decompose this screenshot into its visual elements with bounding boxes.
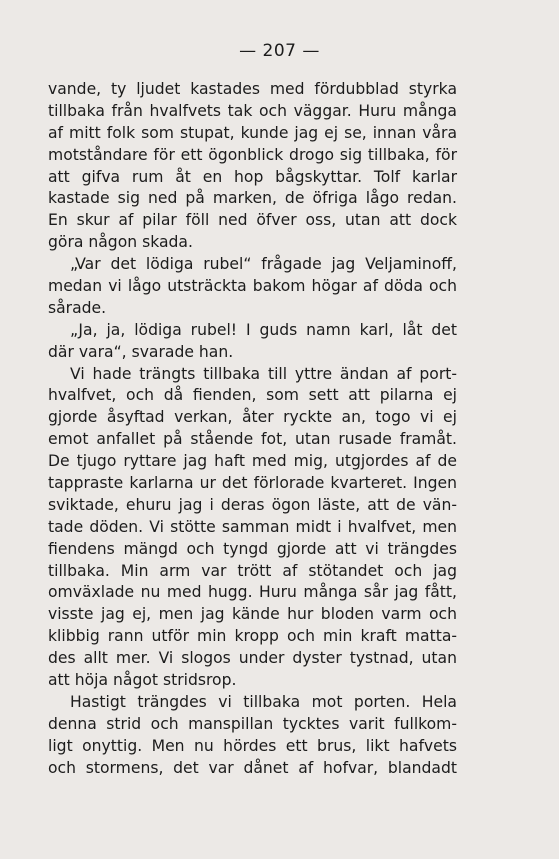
paragraph	[48, 320, 457, 364]
text-line: tade döden. Vi stötte samman midt i hvalfvet, men	[48, 517, 457, 536]
text-line: att höja något stridsrop.	[48, 671, 237, 690]
text-line: emot anfallet på stående fot, utan rusade framåt.	[48, 430, 457, 449]
text-line: af mitt folk som stupat, kunde jag ej se, innan våra	[48, 123, 457, 142]
text-line: Hastigt trängdes vi tillbaka mot porten. Hela	[70, 692, 457, 711]
text-line: kastade sig ned på marken, de öfriga lågo redan.	[48, 189, 457, 208]
text-line: där vara“, svarade han.	[48, 342, 234, 361]
text-line: omväxlade nu med hugg. Huru många sår jag fått,	[48, 583, 457, 602]
text-line: De tjugo ryttare jag haft med mig, utgjordes af de	[48, 452, 457, 471]
text-line: fiendens mängd och tyngd gjorde att vi trängdes	[48, 539, 457, 558]
text-line: tappraste karlarna ur det förlorade kvarteret. Ingen	[48, 474, 457, 493]
text-line: och stormens, det var dånet af hofvar, blandadt	[48, 758, 457, 777]
text-line: klibbig rann utför min kropp och min kraft matta-	[48, 627, 457, 646]
text-line: sviktade, ehuru jag i deras ögon läste, att de vän-	[48, 495, 457, 514]
page-number: — 207 —	[239, 41, 320, 61]
text-line: hvalfvet, och då fienden, som sett att pilarna ej	[48, 386, 457, 405]
paragraph	[48, 692, 457, 780]
text-line: gjorde åsyftad verkan, åter ryckte an, togo vi ej	[48, 408, 457, 427]
text-line: att gifva rum åt en hop bågskyttar. Tolf karlar	[48, 167, 457, 186]
text-line: medan vi lågo utsträckta bakom högar af döda och	[48, 277, 457, 296]
text-line: Vi hade trängts tillbaka till yttre ändan af port-	[70, 364, 457, 383]
text-line: ligt onyttig. Men nu hördes ett brus, likt hafvets	[48, 736, 457, 755]
text-line: En skur af pilar föll ned öfver oss, utan att dock	[48, 211, 457, 230]
body-text	[48, 79, 457, 780]
paragraph	[48, 364, 457, 692]
text-line: visste jag ej, men jag kände hur bloden varm och	[48, 605, 457, 624]
text-line: tillbaka från hvalfvets tak och väggar. Huru många	[48, 101, 457, 120]
text-line: vande, ty ljudet kastades med fördubblad styrka	[48, 80, 457, 98]
text-line: „Ja, ja, lödiga rubel! I guds namn karl, låt det	[70, 320, 457, 339]
text-line: sårade.	[48, 298, 107, 317]
paragraph	[48, 254, 457, 320]
text-line: „Var det lödiga rubel“ frågade jag Veljaminoff,	[70, 255, 457, 274]
text-line: des allt mer. Vi slogos under dyster tystnad, utan	[48, 649, 457, 668]
paragraph	[48, 79, 457, 254]
text-line: tillbaka. Min arm var trött af stötandet och jag	[48, 561, 457, 580]
text-line: göra någon skada.	[48, 233, 193, 252]
text-line: motståndare för ett ögonblick drogo sig tillbaka, för	[48, 145, 457, 164]
text-line: denna strid och manspillan tycktes varit fullkom-	[48, 714, 457, 733]
